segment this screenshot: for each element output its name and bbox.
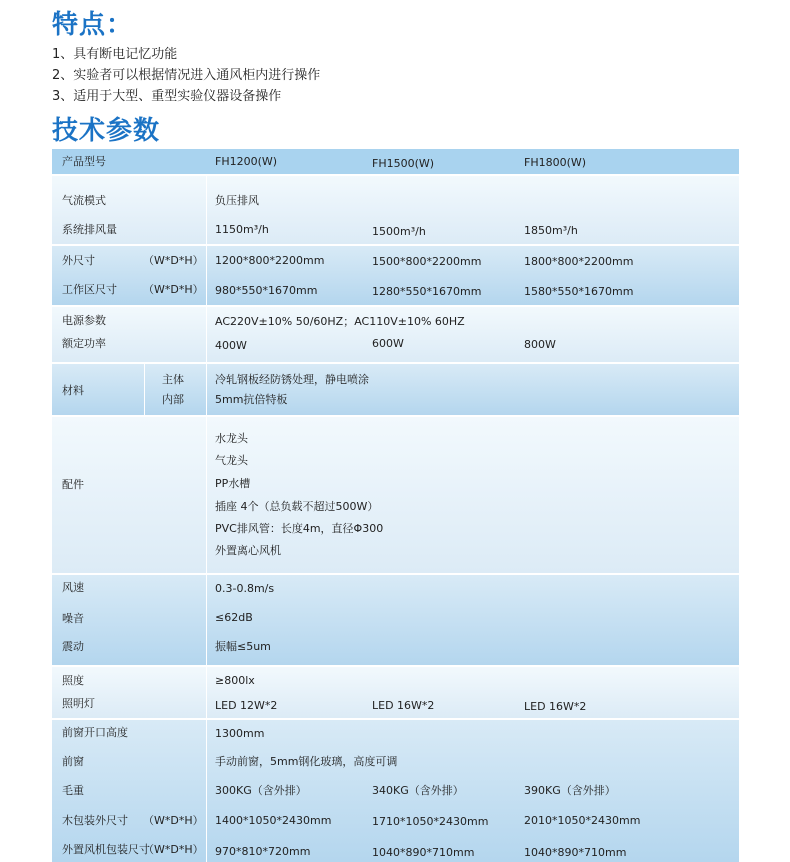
row-label-fanpack: 外置风机包装尺寸 [62,843,150,856]
row-label-noise: 噪音 [62,612,84,625]
row-label-rated: 额定功率 [62,337,106,350]
row-label-airflow: 气流模式 [62,194,106,207]
unit-woodpack: （W*D*H） [143,814,204,827]
sub-label-inner: 内部 [162,393,184,406]
value-airflow: 负压排风 [215,194,259,207]
row-label-exhaust: 系统排风量 [62,223,117,236]
header-model-2: FH1500(W) [372,157,435,170]
feature-item: 2、实验者可以根据情况进入通风柜内进行操作 [52,68,321,83]
row-label-woodpack: 木包装外尺寸 [62,814,128,827]
unit-fanpack: （W*D*H） [143,843,204,856]
row-label-outer: 外尺寸 [62,254,95,267]
value-work-1: 980*550*1670mm [215,284,318,297]
value-weight-2: 340KG（含外排） [372,784,464,797]
value-wind: 0.3-0.8m/s [215,582,275,595]
row-label-wind: 风速 [62,581,84,594]
header-model-1: FH1200(W) [215,155,278,168]
feature-item: 3、适用于大型、重型实验仪器设备操作 [52,89,282,104]
value-exhaust-2: 1500m³/h [372,225,426,238]
row-label-opening: 前窗开口高度 [62,726,128,739]
value-window: 手动前窗，5mm钢化玻璃，高度可调 [215,755,398,768]
value-weight-3: 390KG（含外排） [524,784,616,797]
header-label: 产品型号 [62,155,106,168]
value-weight-1: 300KG（含外排） [215,784,307,797]
list-item: 水龙头 [215,432,248,445]
column-divider [206,176,207,862]
value-material-main: 冷轧钢板经防锈处理，静电喷涂 [215,373,369,386]
value-rated-3: 800W [524,338,556,351]
value-outer-1: 1200*800*2200mm [215,254,325,267]
value-power: AC220V±10% 50/60HZ；AC110V±10% 60HZ [215,315,465,328]
value-exhaust-3: 1850m³/h [524,224,578,237]
unit-work: （W*D*H） [143,283,204,296]
value-rated-1: 400W [215,339,247,352]
value-outer-2: 1500*800*2200mm [372,255,482,268]
value-lamp-2: LED 16W*2 [372,699,435,712]
row-label-window: 前窗 [62,755,84,768]
value-fanpack-2: 1040*890*710mm [372,846,475,859]
value-work-2: 1280*550*1670mm [372,285,482,298]
features-title: 特点： [52,10,134,40]
value-woodpack-3: 2010*1050*2430mm [524,814,641,827]
spec-title: 技术参数 [52,116,161,146]
sub-label-main: 主体 [162,373,184,386]
list-item: 插座 4个（总负载不超过500W） [215,500,379,513]
band-parts [52,417,739,573]
value-woodpack-1: 1400*1050*2430mm [215,814,332,827]
list-item: 外置离心风机 [215,544,281,557]
feature-item: 1、具有断电记忆功能 [52,47,178,62]
row-label-vibration: 震动 [62,640,84,653]
value-fanpack-1: 970*810*720mm [215,845,311,858]
value-lamp-1: LED 12W*2 [215,699,278,712]
band-material [52,364,739,415]
value-exhaust-1: 1150m³/h [215,223,269,236]
value-vibration: 振幅≤5um [215,640,271,653]
list-item: 气龙头 [215,454,248,467]
row-label-parts: 配件 [62,478,84,491]
row-label-lamp: 照明灯 [62,697,95,710]
spec-table [52,149,739,862]
list-item: PP水槽 [215,477,251,490]
value-fanpack-3: 1040*890*710mm [524,846,627,859]
value-opening: 1300mm [215,727,265,740]
row-label-illum: 照度 [62,674,84,687]
header-model-3: FH1800(W) [524,156,587,169]
band-performance [52,575,739,665]
row-label-work: 工作区尺寸 [62,283,117,296]
value-outer-3: 1800*800*2200mm [524,255,634,268]
row-label-power: 电源参数 [62,314,106,327]
value-work-3: 1580*550*1670mm [524,285,634,298]
sub-column-divider [144,364,145,415]
value-lamp-3: LED 16W*2 [524,700,587,713]
row-label-weight: 毛重 [62,784,84,797]
value-rated-2: 600W [372,337,404,350]
unit-outer: （W*D*H） [143,254,204,267]
value-illum: ≥800lx [215,674,255,687]
value-material-inner: 5mm抗倍特板 [215,393,288,406]
value-woodpack-2: 1710*1050*2430mm [372,815,489,828]
value-noise: ≤62dB [215,611,253,624]
row-label-material: 材料 [62,384,84,397]
list-item: PVC排风管：长度4m，直径Φ300 [215,522,384,535]
